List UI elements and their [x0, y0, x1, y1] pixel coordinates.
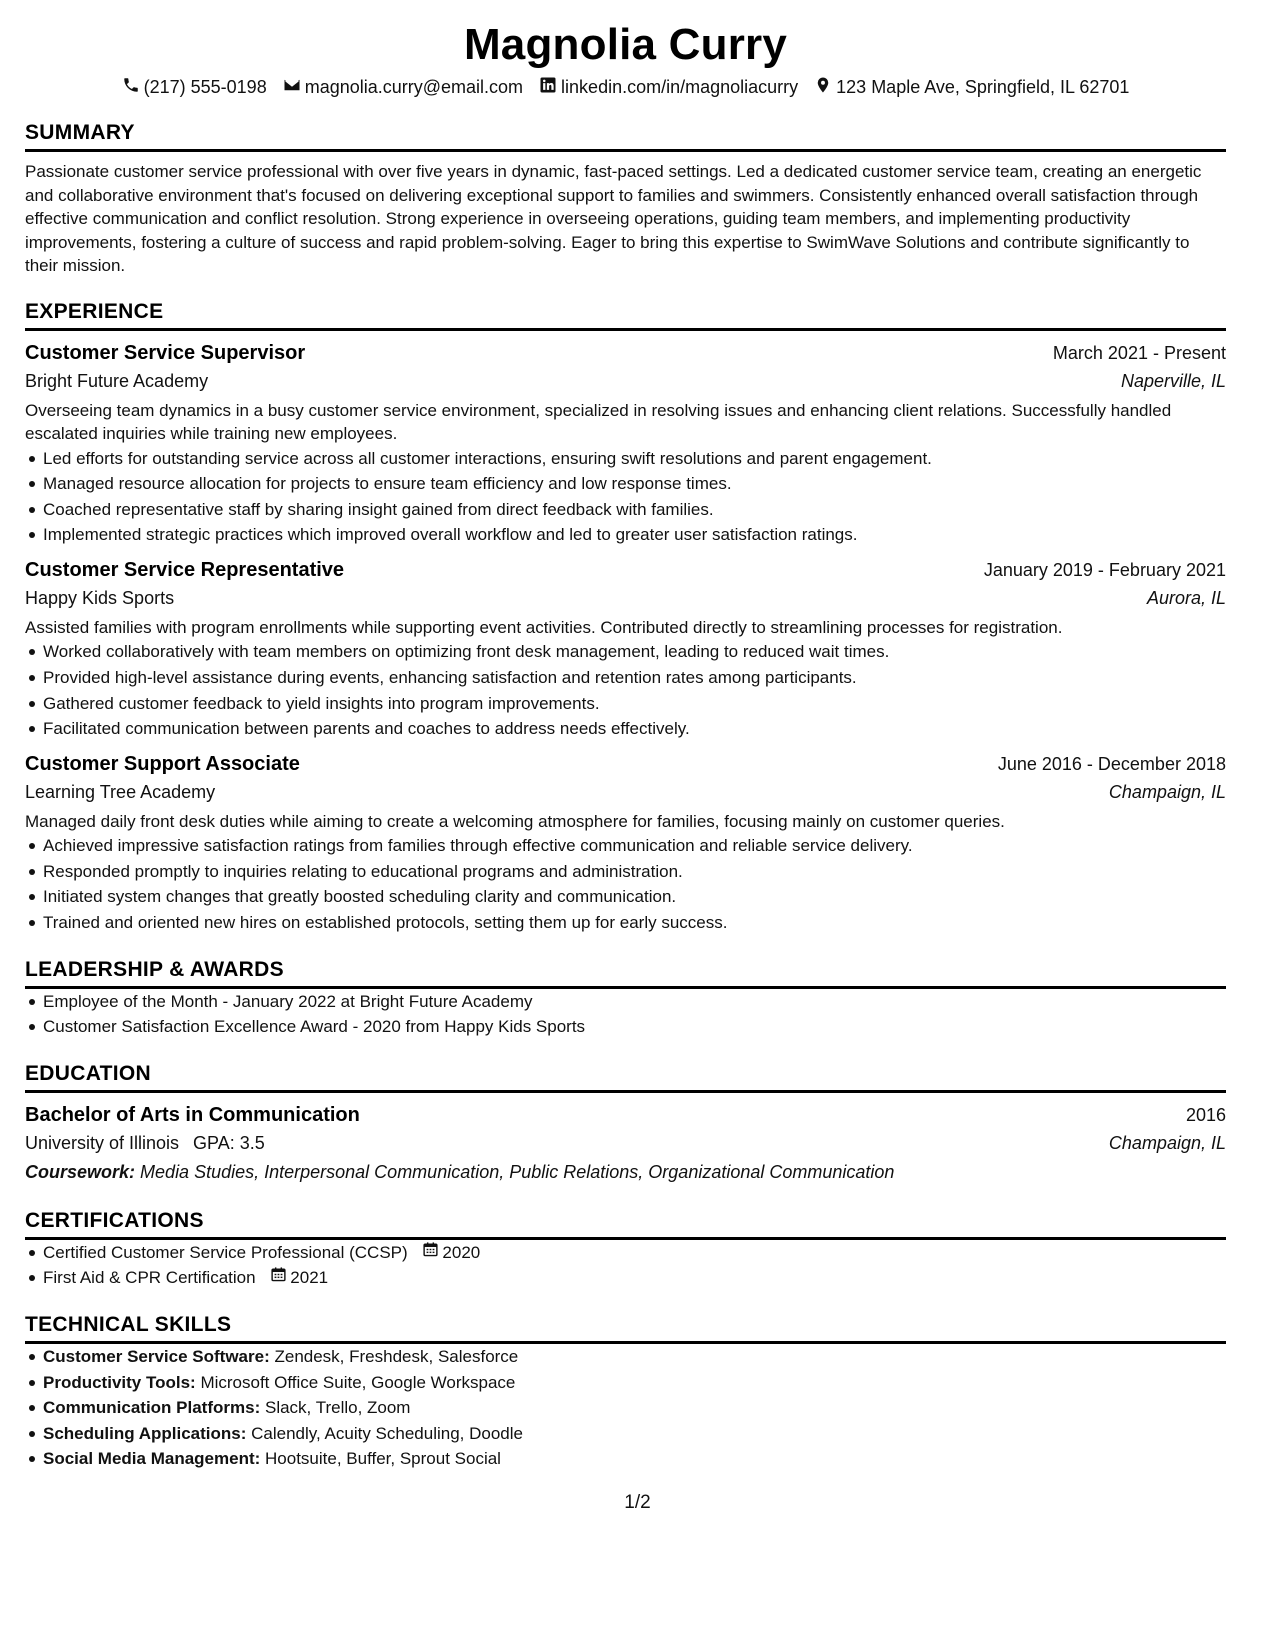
job-entry	[25, 556, 1226, 742]
contact-phone[interactable]	[122, 76, 267, 99]
leadership-heading: LEADERSHIP & AWARDS	[25, 936, 1226, 989]
linkedin-icon	[539, 76, 557, 99]
job-entry	[25, 339, 1226, 548]
job-company: Learning Tree Academy	[25, 781, 216, 802]
skill-label: Productivity Tools:	[43, 1372, 196, 1392]
job-location: Aurora, IL	[1146, 587, 1226, 608]
certification-name: First Aid & CPR Certification	[43, 1268, 256, 1288]
job-company: Bright Future Academy	[25, 370, 209, 391]
job-title: Customer Service Supervisor	[25, 341, 306, 364]
coursework-list: Media Studies, Interpersonal Communication, Public Relations, Organizational Communication	[140, 1161, 895, 1182]
skill-label: Scheduling Applications:	[43, 1423, 247, 1443]
list-item: Customer Satisfaction Excellence Award - 2020 from Happy Kids Sports	[43, 1014, 1226, 1040]
list-item: Achieved impressive satisfaction ratings from families through effective communication and reliable service delivery.	[43, 833, 1226, 859]
coursework-label: Coursework:	[25, 1161, 136, 1182]
summary-text: Passionate customer service professional with over five years in dynamic, fast-paced settings. Led a dedicated customer service team, creating an energetic and collaborative environment that's focused on delivering exceptional support to families and swimmers. Consistently enhanced overall satisfaction through effective communication and conflict resolution. Strong experience in overseeing operations, guiding team members, and implementing productivity improvements, fostering a culture of success and rapid problem-solving. Eager to bring this expertise to SwimWave Solutions and contribute significantly to their mission.	[25, 162, 1202, 275]
job-entry	[25, 750, 1226, 936]
address-text: 123 Maple Ave, Springfield, IL 62701	[836, 77, 1130, 97]
skills-list	[25, 1344, 1226, 1472]
list-item	[43, 1240, 1226, 1266]
list-item: Facilitated communication between parents and coaches to address needs effectively.	[43, 716, 1226, 742]
certifications-heading: CERTIFICATIONS	[25, 1187, 1226, 1240]
education-heading: EDUCATION	[25, 1040, 1226, 1093]
job-bullets	[25, 446, 1226, 548]
certification-year: 2021	[290, 1268, 329, 1288]
graduation-year: 2016	[1185, 1104, 1226, 1125]
list-item	[43, 1344, 1226, 1370]
summary-heading: SUMMARY	[25, 99, 1226, 152]
job-bullets	[25, 833, 1226, 935]
list-item: Managed resource allocation for projects to ensure team efficiency and low response times.	[43, 471, 1226, 497]
list-item: Responded promptly to inquiries relating to educational programs and administration.	[43, 859, 1226, 885]
job-description: Overseeing team dynamics in a busy customer service environment, specialized in resolving issues and enhancing client relations. Successfully handled escalated inquiries while training new employees.	[25, 400, 1172, 443]
experience-section	[25, 278, 1226, 936]
contact-address	[814, 76, 1129, 99]
skill-label: Communication Platforms:	[43, 1398, 261, 1418]
list-item: Led efforts for outstanding service across all customer interactions, ensuring swift resolutions and parent engagement.	[43, 446, 1226, 472]
job-dates: March 2021 - Present	[1052, 342, 1226, 363]
contact-bar	[25, 76, 1226, 99]
job-description: Managed daily front desk duties while aiming to create a welcoming atmosphere for families, focusing mainly on customer queries.	[25, 811, 1005, 831]
calendar-icon	[422, 1240, 439, 1266]
list-item	[43, 1370, 1226, 1396]
job-title: Customer Support Associate	[25, 752, 300, 775]
list-item	[43, 1265, 1226, 1291]
list-item: Implemented strategic practices which improved overall workflow and led to greater user satisfaction ratings.	[43, 522, 1226, 548]
job-location: Naperville, IL	[1120, 370, 1226, 391]
skill-value: Calendly, Acuity Scheduling, Doodle	[251, 1423, 523, 1443]
skills-heading: TECHNICAL SKILLS	[25, 1291, 1226, 1344]
summary-section	[25, 99, 1226, 278]
list-item: Trained and oriented new hires on established protocols, setting them up for early success.	[43, 910, 1226, 936]
skill-label: Social Media Management:	[43, 1449, 261, 1469]
skills-section	[25, 1291, 1226, 1472]
job-title: Customer Service Representative	[25, 558, 345, 581]
candidate-name: Magnolia Curry	[463, 20, 788, 69]
map-pin-icon	[814, 76, 832, 99]
envelope-icon	[283, 76, 301, 99]
coursework	[25, 1157, 1226, 1187]
job-company: Happy Kids Sports	[25, 587, 175, 608]
page-number: 1/2	[624, 1492, 651, 1513]
list-item: Gathered customer feedback to yield insights into program improvements.	[43, 691, 1226, 717]
email-text: magnolia.curry@email.com	[304, 77, 524, 97]
list-item: Worked collaboratively with team members on optimizing front desk management, leading to reduced wait times.	[43, 639, 1226, 665]
skill-value: Hootsuite, Buffer, Sprout Social	[265, 1449, 501, 1469]
phone-text: (217) 555-0198	[143, 77, 267, 97]
phone-icon	[122, 76, 140, 99]
linkedin-text: linkedin.com/in/magnoliacurry	[561, 77, 799, 97]
certification-year: 2020	[442, 1242, 481, 1262]
skill-value: Microsoft Office Suite, Google Workspace	[200, 1372, 516, 1392]
list-item	[43, 1446, 1226, 1472]
education-entry	[25, 1101, 1226, 1187]
certification-name: Certified Customer Service Professional (CCSP)	[43, 1242, 408, 1262]
certifications-section	[25, 1187, 1226, 1291]
skill-label: Customer Service Software:	[43, 1347, 270, 1366]
skill-value: Zendesk, Freshdesk, Salesforce	[274, 1347, 519, 1366]
list-item	[43, 1421, 1226, 1447]
list-item: Initiated system changes that greatly boosted scheduling clarity and communication.	[43, 884, 1226, 910]
contact-email[interactable]	[283, 76, 523, 99]
job-dates: June 2016 - December 2018	[997, 753, 1226, 774]
school-location: Champaign, IL	[1108, 1132, 1226, 1153]
experience-heading: EXPERIENCE	[25, 278, 1226, 331]
awards-list	[25, 989, 1226, 1040]
list-item: Employee of the Month - January 2022 at Bright Future Academy	[43, 989, 1226, 1015]
job-dates: January 2019 - February 2021	[983, 559, 1226, 580]
list-item	[43, 1395, 1226, 1421]
job-location: Champaign, IL	[1108, 781, 1226, 802]
job-bullets	[25, 639, 1226, 741]
gpa: GPA: 3.5	[193, 1132, 265, 1153]
school-name: University of Illinois	[25, 1132, 180, 1153]
certifications-list	[25, 1240, 1226, 1291]
skill-value: Slack, Trello, Zoom	[264, 1398, 411, 1418]
job-description: Assisted families with program enrollments while supporting event activities. Contributed directly to streamlining processes for registration.	[25, 617, 1063, 637]
education-section	[25, 1040, 1226, 1187]
degree-title: Bachelor of Arts in Communication	[25, 1103, 360, 1126]
leadership-section	[25, 936, 1226, 1040]
contact-linkedin[interactable]	[539, 76, 798, 99]
list-item: Coached representative staff by sharing insight gained from direct feedback with families.	[43, 497, 1226, 523]
list-item: Provided high-level assistance during events, enhancing satisfaction and retention rates among participants.	[43, 665, 1226, 691]
calendar-icon	[270, 1265, 287, 1291]
